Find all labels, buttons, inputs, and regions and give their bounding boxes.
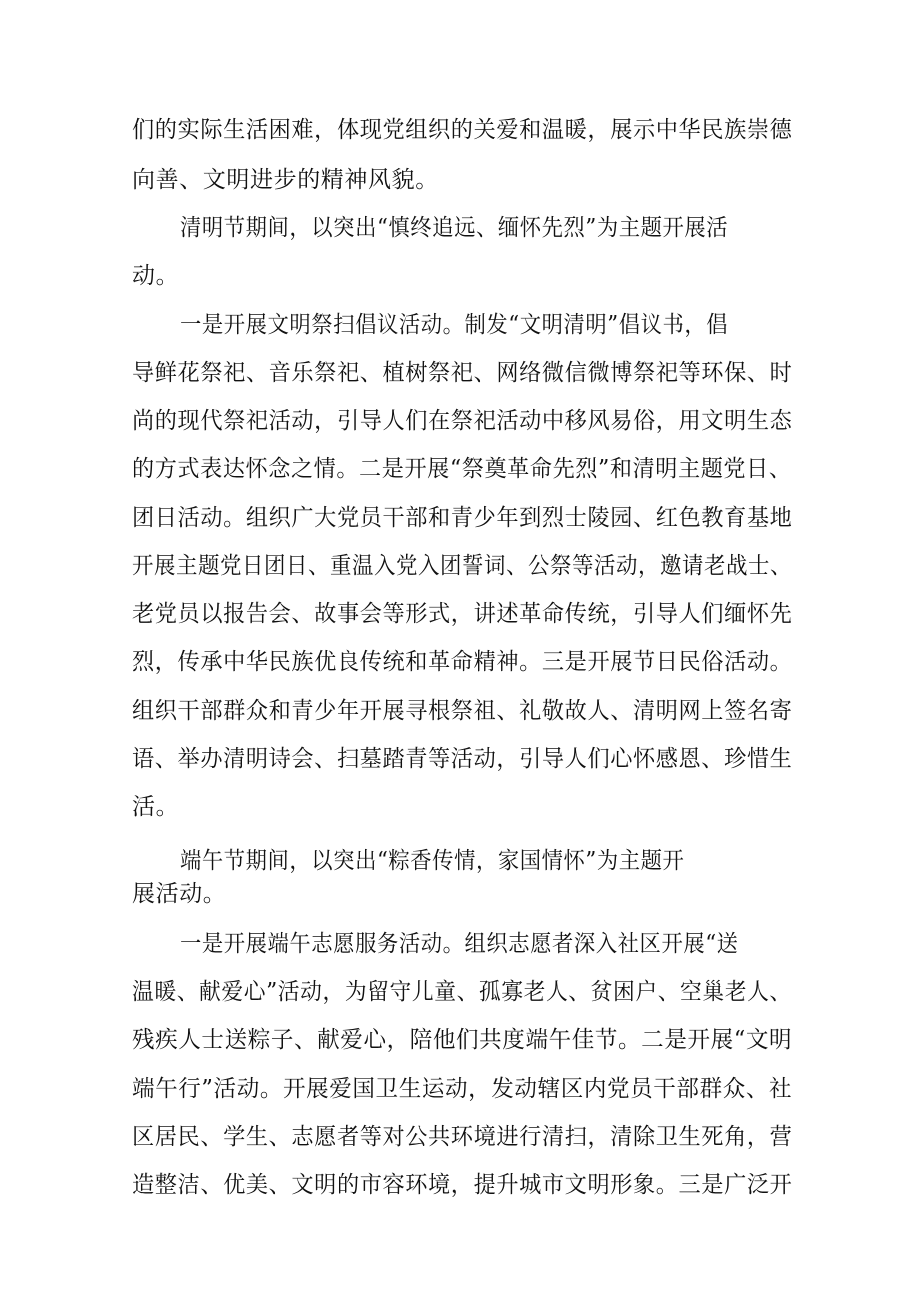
- paragraph-line: 的方式表达怀念之情。二是开展“祭奠革命先烈”和清明主题党日、: [132, 456, 792, 482]
- paragraph-line: 端午节期间，以突出“粽香传情，家国情怀”为主题开: [180, 848, 685, 874]
- paragraph-line: 们的实际生活困难，体现党组织的关爱和温暖，展示中华民族崇德: [132, 117, 793, 143]
- paragraph-line: 残疾人士送粽子、献爱心，陪他们共度端午佳节。二是开展“文明: [132, 1027, 793, 1053]
- paragraph-line: 尚的现代祭祀活动，引导人们在祭祀活动中移风易俗，用文明生态: [132, 408, 793, 434]
- paragraph-line: 区居民、学生、志愿者等对公共环境进行清扫，清除卫生死角，营: [132, 1124, 793, 1150]
- paragraph-line: 动。: [132, 263, 180, 289]
- paragraph-line: 端午行”活动。开展爱国卫生运动，发动辖区内党员干部群众、社: [132, 1076, 793, 1102]
- paragraph-line: 导鲜花祭祀、音乐祭祀、植树祭祀、网络微信微博祭祀等环保、时: [132, 360, 793, 386]
- paragraph-line: 老党员以报告会、故事会等形式，讲述革命传统，引导人们缅怀先: [132, 601, 793, 627]
- paragraph-line: 开展主题党日团日、重温入党入团誓词、公祭等活动，邀请老战士、: [132, 553, 792, 579]
- paragraph-line: 组织干部群众和青少年开展寻根祭祖、礼敬故人、清明网上签名寄: [132, 698, 793, 724]
- paragraph-line: 烈，传承中华民族优良传统和革命精神。三是开展节日民俗活动。: [132, 649, 793, 675]
- paragraph-line: 语、举办清明诗会、扫墓踏青等活动，引导人们心怀感恩、珍惜生: [132, 746, 793, 772]
- paragraph-line: 展活动。: [132, 881, 227, 907]
- paragraph-line: 向善、文明进步的精神风貌。: [132, 167, 439, 193]
- paragraph-line: 温暖、献爱心”活动，为留守儿童、孤寡老人、贫困户、空巢老人、: [132, 979, 792, 1005]
- paragraph-line: 清明节期间，以突出“慎终追远、缅怀先烈”为主题开展活: [180, 215, 729, 241]
- paragraph-line: 造整洁、优美、文明的市容环境，提升城市文明形象。三是广泛开: [132, 1172, 793, 1198]
- paragraph-line: 活。: [132, 794, 180, 820]
- paragraph-line: 团日活动。组织广大党员干部和青少年到烈士陵园、红色教育基地: [132, 505, 793, 531]
- paragraph-line: 一是开展文明祭扫倡议活动。制发“文明清明”倡议书，倡: [180, 312, 729, 338]
- paragraph-line: 一是开展端午志愿服务活动。组织志愿者深入社区开展“送: [180, 931, 739, 957]
